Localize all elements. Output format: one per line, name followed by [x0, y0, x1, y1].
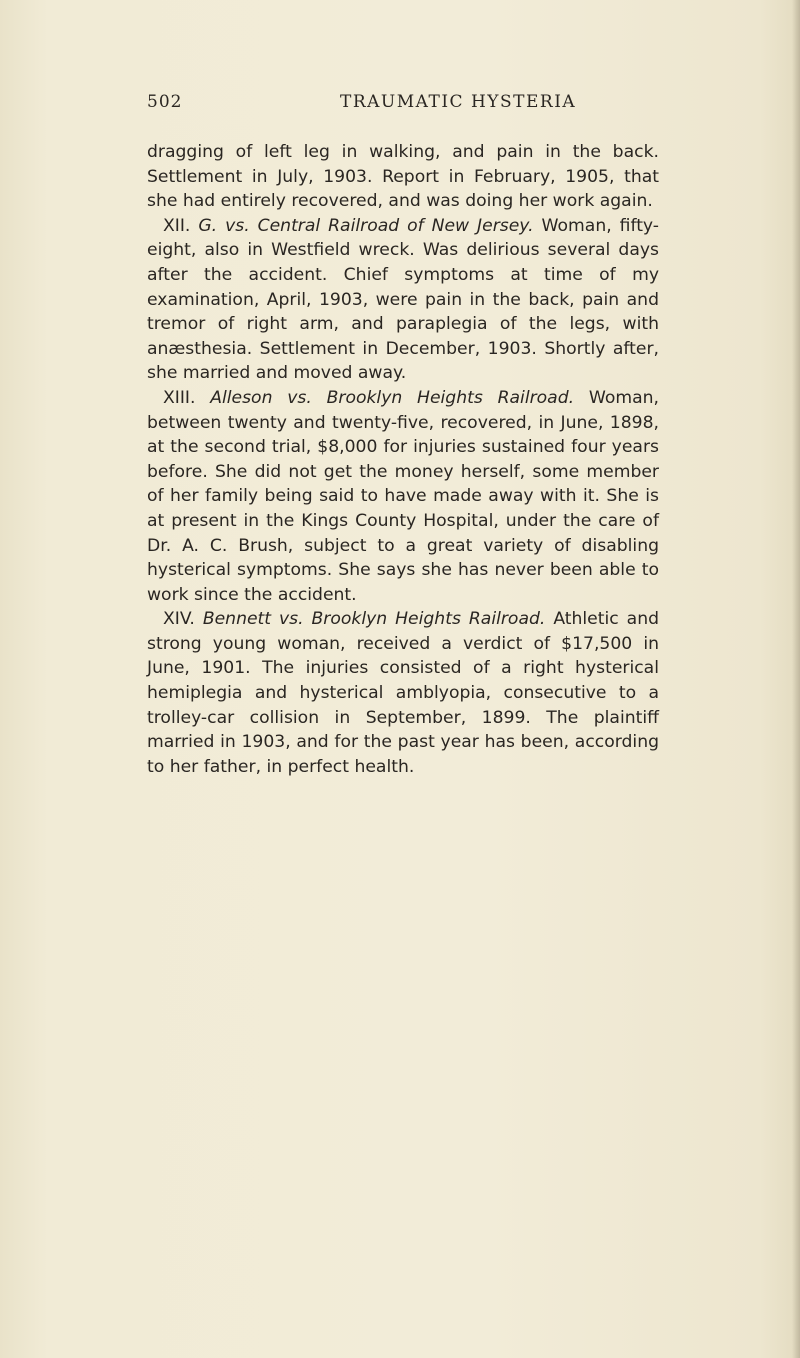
case-numeral: XIII.: [163, 387, 196, 408]
body-text: [147, 140, 659, 779]
case-title: Bennett vs. Brooklyn Heights Railroad.: [202, 609, 546, 630]
case-title: G. vs. Central Railroad of New Jersey.: [198, 215, 534, 236]
page-number: 502: [147, 92, 183, 112]
page-header: [147, 92, 667, 122]
paragraph-text: Athletic and strong young woman, received a verdict of $17,500 in June, 1901. The injuries consisted of a right hysterical hemiplegia and hysterical amblyopia, consecutive to a trolley-car collision in September, 1899. The plaintiff married in 1903, and for the past year has been, according to her father, in perfect health.: [147, 609, 659, 777]
case-paragraph-xiii: [147, 386, 659, 607]
case-title: Alleson vs. Brooklyn Heights Railroad.: [210, 387, 575, 408]
page-edge-shadow: [792, 0, 800, 1358]
case-paragraph-xii: [147, 214, 659, 386]
paragraph-text: Woman, fifty-eight, also in Westfield wreck. Was delirious several days after the accident. Chief symptoms at time of my examination, April, 1903, were pain in the back, pain and tremor of right arm, and paraplegia of the legs, with anæsthesia. Settlement in December, 1903. Shortly after, she married and moved away.: [147, 215, 660, 384]
case-numeral: XIV.: [163, 609, 195, 630]
case-paragraph-xiv: [147, 607, 659, 779]
paragraph-text: dragging of left leg in walking, and pain in the back. Settlement in July, 1903. Report in February, 1905, that she had entirely recovered, and was doing her work again.: [147, 142, 659, 212]
running-title: TRAUMATIC HYSTERIA: [340, 92, 577, 112]
paragraph-continuation: [147, 140, 659, 214]
case-numeral: XII.: [163, 215, 191, 236]
paragraph-text: Woman, between twenty and twenty-five, recovered, in June, 1898, at the second trial, $8,000 for injuries sustained four years before. She did not get the money herself, some member of her family being said to have made away with it. She is at present in the Kings County Hospital, under the care of Dr. A. C. Brush, subject to a great variety of disabling hysterical symptoms. She says she has never been able to work since the accident.: [147, 387, 659, 605]
